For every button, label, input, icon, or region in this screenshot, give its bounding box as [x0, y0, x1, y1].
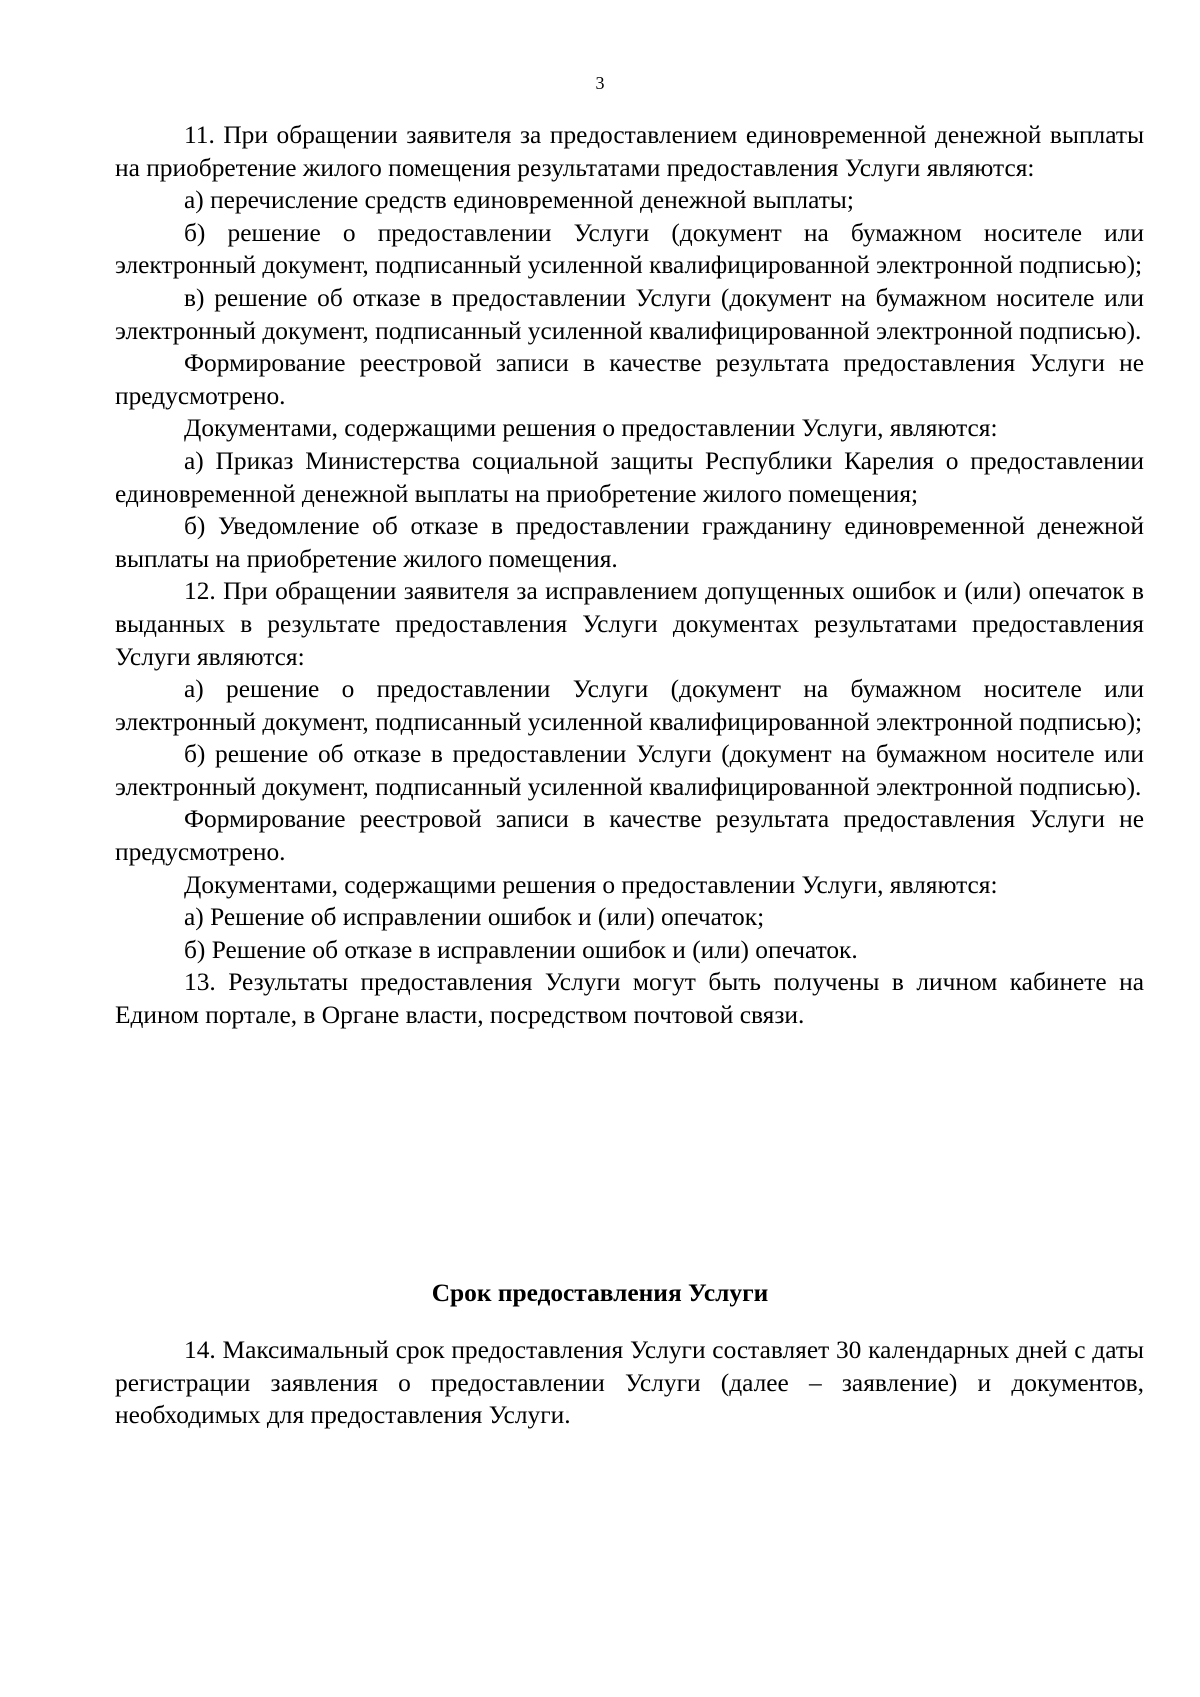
paragraph: а) перечисление средств единовременной денежной выплаты; [184, 186, 854, 215]
paragraph: 12. При обращении заявителя за исправлением допущенных ошибок и (или) опечаток в выданных в результате предоставления Услуги документах результатами предоставления Услуги являются: [115, 577, 1144, 671]
paragraph: Формирование реестровой записи в качестве результата предоставления Услуги не предусмотрено. [115, 349, 1144, 410]
paragraph: Формирование реестровой записи в качестве результата предоставления Услуги не предусмотрено. [115, 805, 1144, 867]
document-body [115, 119, 1144, 1032]
paragraph: 11. При обращении заявителя за предоставлением единовременной денежной выплаты на приобретение жилого помещения результатами предоставления Услуги являются: [115, 121, 1144, 182]
paragraph: а) Приказ Министерства социальной защиты Республики Карелия о предоставлении единовременной денежной выплаты на приобретение жилого помещения; [115, 446, 1144, 508]
page-number: 3 [595, 73, 605, 93]
paragraph: 14. Максимальный срок предоставления Услуги составляет 30 календарных дней с даты регистрации заявления о предоставлении Услуги (далее – заявление) и документов, необходимых для предоставления Услуги. [115, 1336, 1144, 1430]
paragraph: б) Решение об отказе в исправлении ошибок и (или) опечаток. [184, 935, 858, 964]
paragraph: а) Решение об исправлении ошибок и (или) опечаток; [184, 903, 765, 932]
paragraph: б) решение об отказе в предоставлении Услуги (документ на бумажном носителе или электронный документ, подписанный усиленной квалифицированной электронной подписью). [115, 740, 1144, 801]
paragraph: 13. Результаты предоставления Услуги могут быть получены в личном кабинете на Едином портале, в Органе власти, посредством почтовой связи. [115, 968, 1144, 1030]
section-body [115, 1334, 1144, 1432]
section-heading: Срок предоставления Услуги [431, 1279, 769, 1307]
paragraph: б) Уведомление об отказе в предоставлении гражданину единовременной денежной выплаты на приобретение жилого помещения. [115, 512, 1144, 573]
paragraph: Документами, содержащими решения о предоставлении Услуги, являются: [184, 414, 998, 443]
paragraph: в) решение об отказе в предоставлении Услуги (документ на бумажном носителе или электронный документ, подписанный усиленной квалифицированной электронной подписью). [115, 283, 1144, 345]
paragraph: а) решение о предоставлении Услуги (документ на бумажном носителе или электронный документ, подписанный усиленной квалифицированной электронной подписью); [115, 675, 1144, 736]
paragraph: б) решение о предоставлении Услуги (документ на бумажном носителе или электронный документ, подписанный усиленной квалифицированной электронной подписью); [115, 218, 1144, 280]
paragraph: Документами, содержащими решения о предоставлении Услуги, являются: [184, 870, 998, 899]
